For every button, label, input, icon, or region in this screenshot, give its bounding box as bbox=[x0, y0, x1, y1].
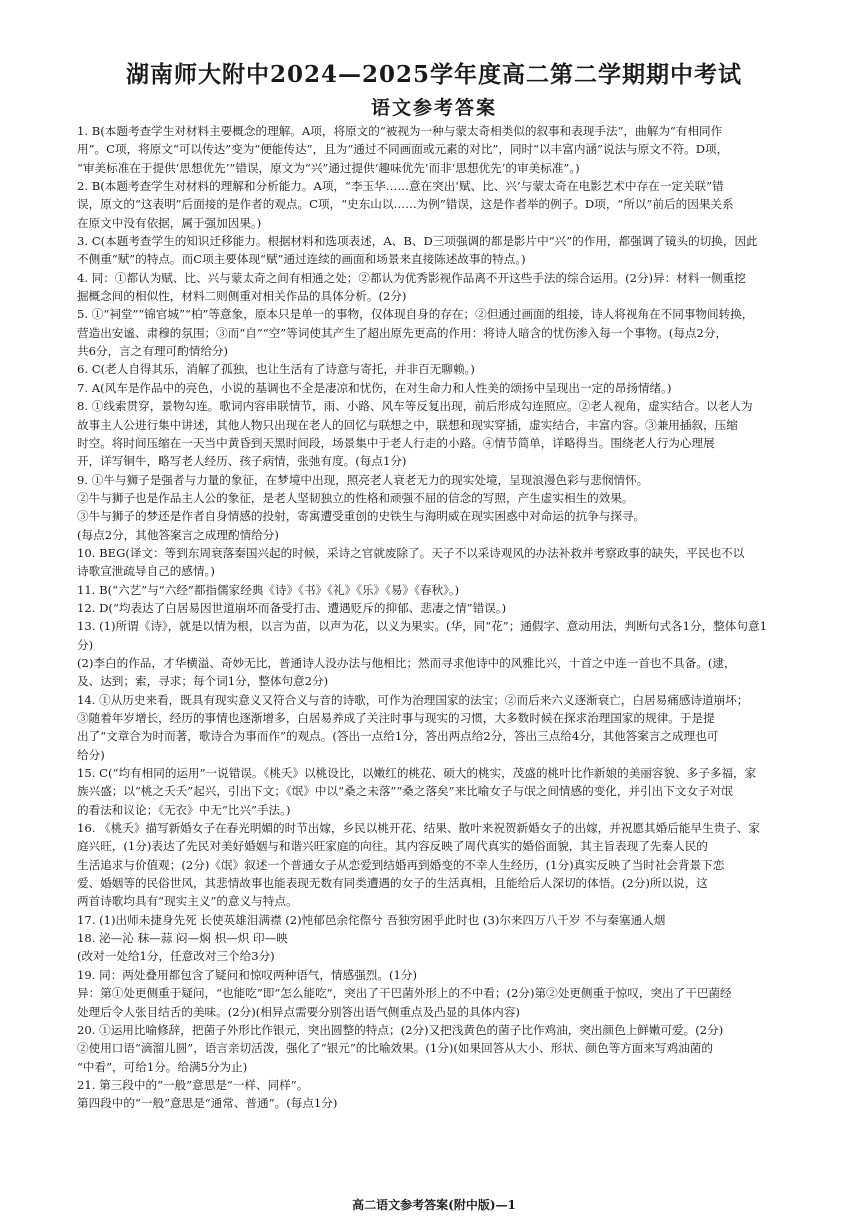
answer-line: 在原文中没有依据，属于强加因果。) bbox=[77, 215, 262, 230]
answer-item bbox=[77, 691, 799, 764]
answer-line: 出了“文章合为时而著，歌诗合为事而作”的观点。(答出一点给1分，答出两点给2分，答出三点给4分，其他答案言之成理也可 bbox=[77, 729, 719, 744]
page-subtitle: 语文参考答案 bbox=[370, 97, 497, 119]
answer-line: 用”。C项，将原文“可以传达”变为“便能传达”，且为“通过不同画面或元素的对比”，同时“以丰富内涵”说法与原文不符。D项， bbox=[77, 142, 729, 157]
answer-item bbox=[77, 397, 799, 470]
answer-line: 17. (1)出师未捷身先死 长使英雄泪满襟 (2)忳郁邑余侘傺兮 吾独穷困乎此时也 (3)尔来四万八千岁 不与秦塞通人烟 bbox=[77, 912, 666, 927]
answer-line: 3. C(本题考查学生的知识迁移能力。根据材料和选项表述，A、B、D三项强调的都是影片中“兴”的作用，都强调了镜头的切换，因此 bbox=[77, 234, 758, 249]
answer-item bbox=[77, 232, 799, 269]
answer-line: 第四段中的“一般”意思是“通常、普通”。(每点1分) bbox=[77, 1096, 338, 1111]
answer-line: 庭兴旺，(1分)表达了先民对美好婚姻与和谐兴旺家庭的向往。其内容反映了周代真实的婚俗面貌，其主旨表现了先秦人民的 bbox=[77, 839, 708, 854]
answer-line: 15. C(“均有相同的运用”一说错误。《桃夭》以桃设比，以嫩红的桃花、硕大的桃实，茂盛的桃叶比作新娘的美丽容貌、多子多福，家 bbox=[77, 766, 757, 781]
answer-item bbox=[77, 764, 799, 819]
answer-line: 给分) bbox=[77, 747, 105, 762]
answer-item bbox=[77, 617, 799, 690]
answer-item bbox=[77, 269, 799, 306]
answer-line: 1. B(本题考查学生对材料主要概念的理解。A项，将原文的“被视为一种与蒙太奇相类似的叙事和表现手法”，曲解为“有相同作 bbox=[77, 124, 723, 138]
answer-line: “中看”，可给1分。给满5分为止) bbox=[77, 1059, 248, 1074]
answer-line: 故事主人公进行集中讲述，其他人物只出现在老人的回忆与联想之中，联想和现实穿插，虚实结合，丰富内容。③兼用插叙，压缩 bbox=[77, 417, 738, 432]
answer-item bbox=[77, 911, 799, 929]
answer-line: ③随着年岁增长，经历的事情也逐渐增多，白居易养成了关注时事与现实的习惯，大多数时候在探求治理国家的规律。于是提 bbox=[77, 711, 715, 725]
answer-item bbox=[77, 360, 799, 378]
answer-line: 及、达到；索，寻求；每个词1分，整体句意2分) bbox=[77, 674, 329, 689]
answer-line: 掘概念间的相似性，材料二则侧重对相关作品的具体分析。(2分) bbox=[77, 289, 407, 304]
answer-line: “审美标准在于提供‘思想优先’”错误，原文为“兴”通过提供‘趣味优先’而非‘思想优先’的审美标准”。) bbox=[77, 160, 580, 175]
answer-line: 开，详写铜牛，略写老人经历、孩子病情，张弛有度。(每点1分) bbox=[77, 454, 407, 469]
answer-item bbox=[77, 1021, 799, 1076]
answer-line: (2)李白的作品，才华横溢、奇妙无比，普通诗人没办法与他相比；然而寻求他诗中的风雅比兴，十首之中连一首也不具备。(逮， bbox=[77, 655, 736, 670]
answer-line: 时空。将时间压缩在一天当中黄昏到天黑时间段，场景集中于老人行走的小路。④情节简单，详略得当。围绕老人行为心理展 bbox=[77, 435, 715, 450]
answer-item bbox=[77, 379, 799, 397]
answer-line: 两首诗歌均具有“现实主义”的意义与特点。 bbox=[77, 894, 298, 909]
answer-item bbox=[77, 177, 799, 232]
answer-line: 营造出安谧、肃穆的氛围；③而“自”“空”等词使其产生了超出原先更高的作用：将诗人暗含的忧伤渗入每一个事物。(每点2分， bbox=[77, 325, 728, 340]
answer-line: (每点2分，其他答案言之成理酌情给分) bbox=[77, 527, 279, 542]
answer-line: ③牛与狮子的梦还是作者自身情感的投射，寄寓遭受重创的史铁生与海明威在现实困惑中对命运的抗争与探寻。 bbox=[77, 509, 646, 524]
answer-item bbox=[77, 929, 799, 966]
answer-line: 分) bbox=[77, 637, 94, 652]
answer-line: 6. C(老人自得其乐，消解了孤独，也让生活有了诗意与寄托，并非百无聊赖。) bbox=[77, 362, 475, 377]
answer-line: 11. B(“六艺”与“六经”都指儒家经典《诗》《书》《礼》《乐》《易》《春秋》。) bbox=[77, 582, 460, 597]
answer-line: 的看法和议论；《无衣》中无“比兴”手法。) bbox=[77, 802, 291, 817]
answer-line: 处理后令人张目结舌的美味。(2分)(相异点需要分别答出语气侧重点及凸显的具体内容) bbox=[77, 1004, 520, 1019]
answer-line: 5. ①“祠堂”“锦官城”“柏”等意象，原本只是单一的事物，仅体现自身的存在；②但通过画面的组接，诗人将视角在不同事物间转换， bbox=[77, 307, 754, 322]
answer-line: 生活追求与价值观；(2分)《氓》叙述一个普通女子从恋爱到结婚再到婚变的不幸人生经历，(1分)真实反映了当时社会背景下恋 bbox=[77, 857, 725, 872]
answer-item bbox=[77, 819, 799, 911]
answer-line: (改对一处给1分，任意改对三个给3分) bbox=[77, 949, 275, 964]
answer-line: 8. ①线索贯穿，景物勾连。歌词内容串联情节，雨、小路、风车等反复出现，前后形成勾连照应。②老人视角，虚实结合。以老人为 bbox=[77, 399, 753, 414]
answer-line: ②使用口语“滴溜儿圆”，语言亲切活泼，强化了“银元”的比喻效果。(1分)(如果回答从大小、形状、颜色等方面来写鸡油菌的 bbox=[77, 1041, 713, 1056]
answer-line: 10. BEG(译文：等到东周衰落秦国兴起的时候，采诗之官就废除了。天子不以采诗观风的办法补救并考察政事的缺失，平民也不以 bbox=[77, 545, 745, 560]
answer-item bbox=[77, 581, 799, 599]
answer-item bbox=[77, 966, 799, 1021]
answer-line: ②牛与狮子也是作品主人公的象征，是老人坚韧独立的性格和顽强不屈的信念的写照，产生虚实相生的效果。 bbox=[77, 490, 634, 505]
page-footer: 高二语文参考答案(附中版)—1 bbox=[352, 1198, 516, 1212]
answer-item bbox=[77, 599, 799, 617]
answer-line: 共6分，言之有理可酌情给分) bbox=[77, 344, 229, 359]
answer-list bbox=[77, 122, 799, 1113]
answer-item bbox=[77, 471, 799, 544]
answer-line: 16. 《桃夭》描写新婚女子在春光明媚的时节出嫁，乡民以桃开花、结果、散叶来祝贺新婚女子的出嫁，并祝愿其婚后能早生贵子、家 bbox=[77, 821, 760, 836]
answer-line: 不侧重“赋”的特点。而C项主要体现“赋”通过连续的画面和场景来直接陈述故事的特点。) bbox=[77, 252, 526, 267]
answer-item bbox=[77, 122, 799, 177]
answer-line: 4. 同：①都认为赋、比、兴与蒙太奇之间有相通之处；②都认为优秀影视作品离不开这些手法的综合运用。(2分)异：材料一侧重挖 bbox=[77, 270, 746, 285]
answer-line: 19. 同：两处叠用都包含了疑问和惊叹两种语气，情感强烈。(1分) bbox=[77, 967, 417, 982]
answer-item bbox=[77, 305, 799, 360]
answer-line: 族兴盛；以“桃之夭夭”起兴，引出下文；《氓》中以“桑之未落”“桑之落矣”来比喻女子与氓之间情感的变化，并引出下文女子对氓 bbox=[77, 784, 733, 799]
answer-item bbox=[77, 1076, 799, 1113]
answer-line: 7. A(风车是作品中的亮色，小说的基调也不全是凄凉和忧伤，在对生命力和人性美的颂扬中呈现出一定的昂扬情绪。) bbox=[77, 380, 672, 395]
answer-line: 诗歌宣泄疏导自己的感情。) bbox=[77, 564, 215, 579]
answer-line: 2. B(本题考查学生对材料的理解和分析能力。A项，“李玉华……意在突出‘赋、比、兴’与蒙太奇在电影艺术中存在一定关联”错 bbox=[77, 179, 724, 194]
answer-line: 21. 第三段中的“一般”意思是“一样、同样”。 bbox=[77, 1077, 309, 1092]
answer-line: 20. ①运用比喻修辞，把菌子外形比作银元，突出圆整的特点；(2分)又把浅黄色的菌子比作鸡油，突出颜色上鲜嫩可爱。(2分) bbox=[77, 1022, 724, 1037]
answer-line: 12. D(“均表达了白居易因世道崩坏而备受打击、遭遇贬斥的抑郁、悲凄之情”错误。) bbox=[77, 600, 507, 615]
answer-line: 18. 泌—沁 秣—蒜 闷—焖 枳—炽 印—映 bbox=[77, 931, 288, 946]
answer-line: 爱、婚姻等的民俗世风，其悲情故事也能表现无数有同类遭遇的女子的生活真相，且能给后人深切的体悟。(2分)所以说，这 bbox=[77, 876, 708, 891]
answer-item bbox=[77, 544, 799, 581]
page-title: 湖南师大附中2024—2025学年度高二第二学期期中考试 bbox=[125, 61, 743, 88]
answer-line: 异：第①处更侧重于疑问，“也能吃”即“怎么能吃”，突出了干巴菌外形上的不中看；(2分)第②处更侧重于惊叹，突出了干巴菌经 bbox=[77, 986, 732, 1001]
answer-line: 13. (1)所谓《诗》，就是以情为根，以言为苗，以声为花，以义为果实。(华，同“花”；通假字、意动用法，判断句式各1分，整体句意1 bbox=[77, 619, 767, 634]
answer-line: 误，原文的“这表明”后面接的是作者的观点。C项，“史东山以……为例”错误，这是作者举的例子。D项，“所以”前后的因果关系 bbox=[77, 197, 734, 212]
answer-line: 14. ①从历史来看，既具有现实意义又符合义与音的诗歌，可作为治理国家的法宝；②而后来六义逐渐衰亡，白居易痛感诗道崩坏； bbox=[77, 692, 749, 707]
answer-line: 9. ①牛与狮子是强者与力量的象征，在梦境中出现，照亮老人衰老无力的现实处境，呈现浪漫色彩与悲悯情怀。 bbox=[77, 472, 649, 487]
